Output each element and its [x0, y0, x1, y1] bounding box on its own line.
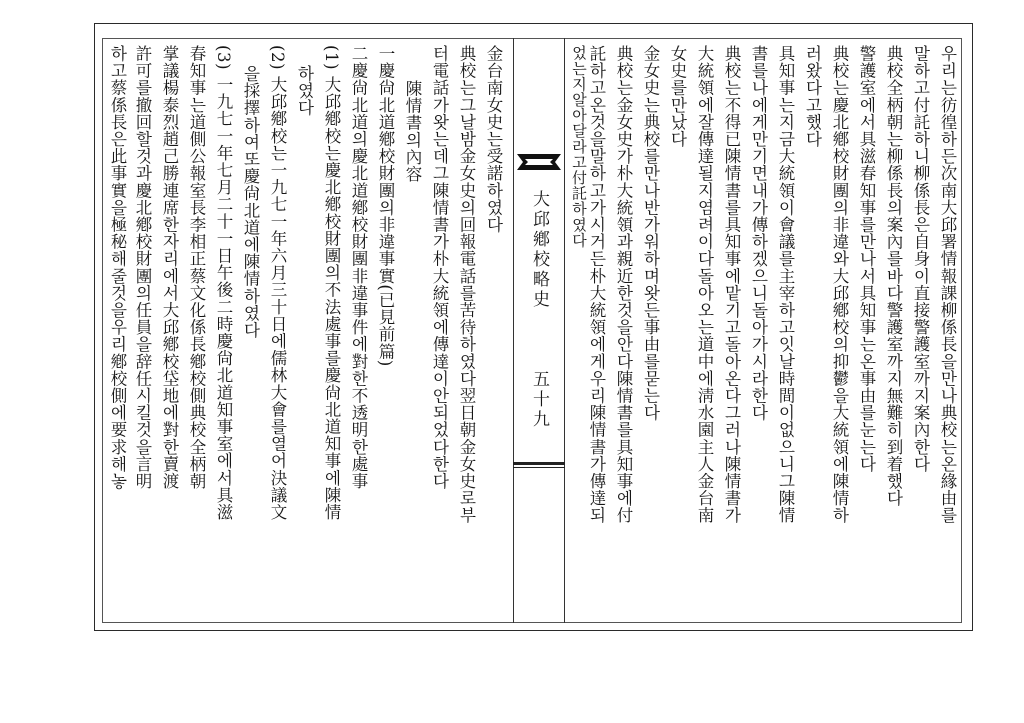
text-column: 터電話가왓는데그陳情書가朴大統領에傳達이안되었다한다: [430, 45, 449, 490]
text-column: 警護室에서具滋春知事를만나서具知事는온事由를눈는다: [857, 45, 876, 473]
text-column: 金女史는典校를만나반가워하며왓든事由를묻는다: [641, 45, 660, 422]
text-column: 具知事는지금大統領이會議를主宰하고잇날時間이없으니그陳情: [776, 45, 795, 524]
text-column: (1) 大邱鄕校는慶北鄕校財團의不法處事를慶尙北道知事에陳情: [322, 45, 341, 521]
text-column: 하였다: [295, 65, 314, 117]
page-number: 五十九: [529, 370, 549, 430]
text-column: 典校는慶北鄕校財團의非違와大邱鄕校의抑鬱을大統領에陳情하: [830, 45, 849, 524]
header-rule-thin: [513, 467, 565, 468]
header-rule-thick: [513, 462, 565, 465]
text-column: 書를나에게만기면내가傳하겠으니돌아가시라한다: [749, 45, 768, 422]
text-column: 託하고온것을말하고가시거든朴大統領에게우리陳情書가傳達되: [587, 45, 606, 524]
text-column: 을採擇하여또慶尙北道에陳情하였다: [241, 65, 260, 339]
text-column: 러왔다고했다: [803, 45, 822, 148]
header-emblem-icon: [515, 150, 563, 182]
text-column: 典校全柄朝는柳係長의案內를바다警護室까지無難히到着했다: [884, 45, 903, 507]
text-column: 었는지알아달라고付託하였다: [570, 45, 588, 248]
text-column: 우리는彷徨하든次南大邱署情報課柳係長을만나典校는온緣由를: [938, 45, 957, 524]
text-column: 하고蔡係長은此事實을極秘해줄것을우리鄕校側에要求해놓: [108, 45, 127, 490]
text-column: 말하고付託하니柳係長은自身이直接警護室까지案內한다: [911, 45, 930, 473]
text-column: 典校는不得已陳情書를具知事에맡기고돌아온다그러나陳情書가: [722, 45, 741, 524]
text-column: 女史를만났다: [668, 45, 687, 148]
text-column: (2) 大邱鄕校는一九七一年六月三十日에儒林大會를열어決議文: [268, 45, 287, 521]
section-heading: 陳情書의內容: [403, 80, 422, 183]
text-column: 金台南女史는受諾하였다: [484, 45, 503, 234]
text-column: 春知事는道側公報室長李相正蔡文化係長鄕校側典校全柄朝: [187, 45, 206, 490]
text-column: 掌議楊泰烈趙己勝連席한자리에서大邱鄕校垈地에對한賣渡: [160, 45, 179, 490]
text-column: 許可를撤回할것과慶北鄕校財團의任員을辞任시킬것을言明: [133, 45, 152, 490]
text-column: 二慶尙北道의慶北道鄕校財團非違事件에對한不透明한處事: [349, 45, 368, 490]
text-column: 典校는그날밤金女史의回報電話를苦待하였다翌日朝金女史로부: [457, 45, 476, 524]
text-column: 典校는金女史가朴大統領과親近한것을안다陳情書를具知事에付: [614, 45, 633, 524]
text-column: 大統領에잘傳達될지염려이다돌아오는道中에淸水園主人金台南: [695, 45, 714, 524]
text-column: 一慶尙北道鄕校財團의非違事實(已見前篇): [376, 45, 395, 367]
running-header-band: [513, 38, 565, 623]
running-header-title: 大邱鄕校略史: [529, 190, 549, 310]
text-column: (3) 一九七一年七月二十一日午後二時慶尙北道知事室에서具滋: [214, 45, 233, 521]
